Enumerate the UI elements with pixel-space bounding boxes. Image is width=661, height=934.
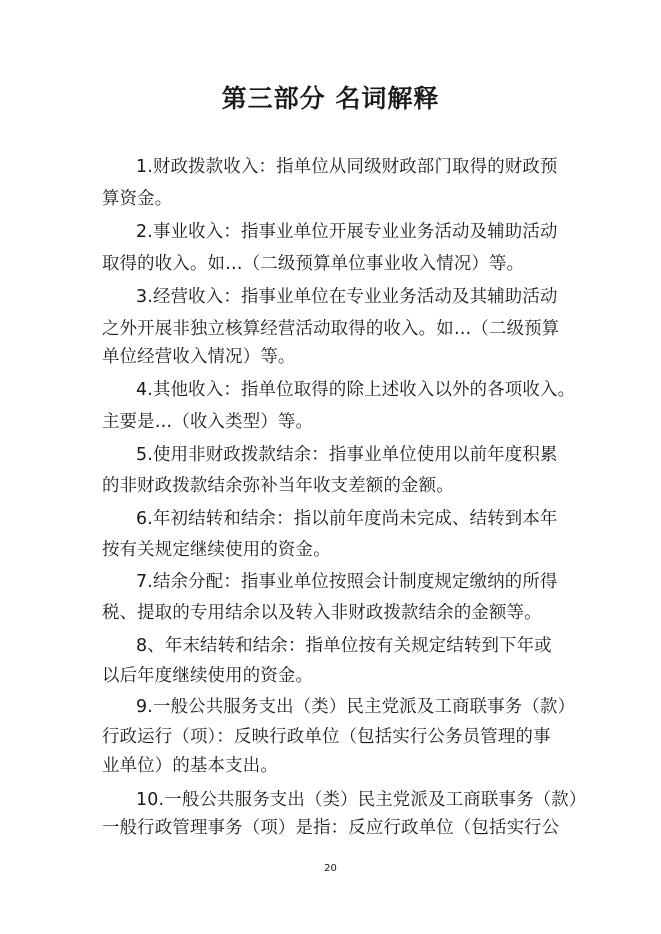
text-line-9: 主要是…（收入类型）等。 <box>102 412 314 432</box>
page-title: 第三部分 名词解释 <box>221 84 440 113</box>
text-line-11: 的非财政拨款结余弥补当年收支差额的金额。 <box>102 476 454 496</box>
text-line-20: 业单位）的基本支出。 <box>102 756 278 776</box>
text-line-7: 单位经营收入情况）等。 <box>102 347 296 367</box>
text-line-4: 取得的收入。如…（二级预算单位事业收入情况）等。 <box>102 254 525 274</box>
text-line-13: 按有关规定继续使用的资金。 <box>102 540 331 560</box>
text-line-1: 1.财政拨款收入：指单位从同级财政部门取得的财政预 <box>136 157 558 177</box>
text-line-2: 算资金。 <box>102 189 173 209</box>
text-line-21: 10.一般公共服务支出（类）民主党派及工商联事务（款） <box>136 790 587 810</box>
text-line-14: 7.结余分配：指事业单位按照会计制度规定缴纳的所得 <box>136 572 558 592</box>
text-line-6: 之外开展非独立核算经营活动取得的收入。如…（二级预算 <box>102 319 560 339</box>
text-line-16: 8、年末结转和结余：指单位按有关规定结转到下年或 <box>136 636 552 656</box>
text-line-17: 以后年度继续使用的资金。 <box>102 666 314 686</box>
text-line-15: 税、提取的专用结余以及转入非财政拨款结余的金额等。 <box>102 603 542 623</box>
text-line-19: 行政运行（项）：反映行政单位（包括实行公务员管理的事 <box>102 727 551 747</box>
page-number: 20 <box>324 863 337 874</box>
text-line-8: 4.其他收入：指单位取得的除上述收入以外的各项收入。 <box>136 380 576 400</box>
text-line-10: 5.使用非财政拨款结余：指事业单位使用以前年度积累 <box>136 445 558 465</box>
text-line-3: 2.事业收入：指事业单位开展专业业务活动及辅助活动 <box>136 222 558 242</box>
text-line-22: 一般行政管理事务（项）是指：反应行政单位（包括实行公 <box>102 818 560 838</box>
text-line-12: 6.年初结转和结余：指以前年度尚未完成、结转到本年 <box>136 509 558 529</box>
text-line-5: 3.经营收入：指事业单位在专业业务活动及其辅助活动 <box>136 287 558 307</box>
text-line-18: 9.一般公共服务支出（类）民主党派及工商联事务（款） <box>136 697 576 717</box>
